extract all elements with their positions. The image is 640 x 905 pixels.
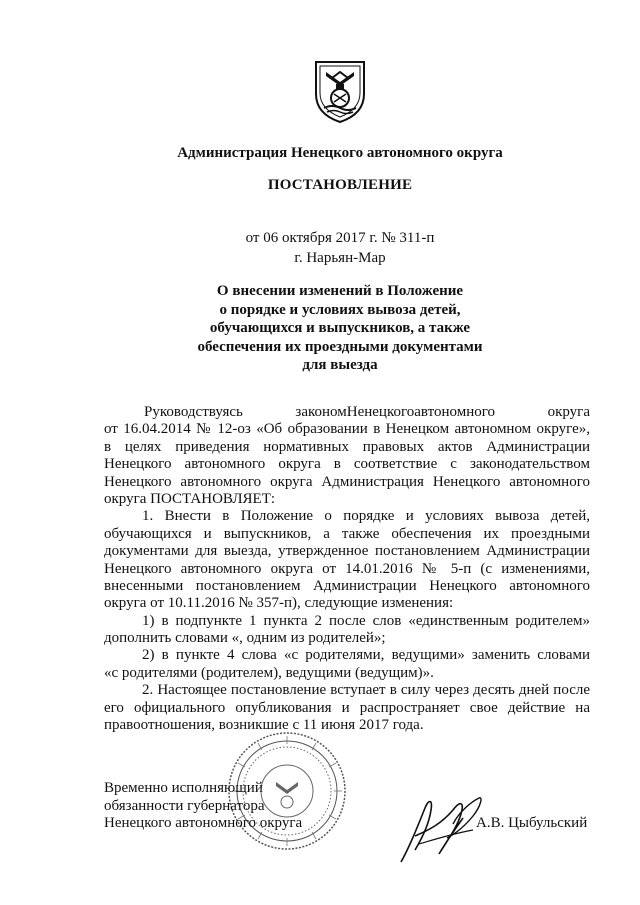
- body-line: его официального опубликования и распространяет свое действие на: [104, 699, 590, 716]
- body-line: Ненецкого автономного округа Администрация Ненецкого автономного: [104, 473, 590, 490]
- city: г. Нарьян-Мар: [294, 250, 386, 266]
- body-line: 2. Настоящее постановление вступает в силу через десять дней после: [142, 682, 590, 699]
- title-line: о порядке и условиях вывоза детей,: [219, 301, 461, 318]
- signatory-position-line: Временно исполняющий: [104, 780, 263, 796]
- organization-name: Администрация Ненецкого автономного округа: [177, 145, 503, 161]
- coat-of-arms-icon: [312, 58, 368, 124]
- body-line: 1. Внести в Положение о порядке и условиях вывоза детей,: [142, 508, 590, 525]
- title-line: для выезда: [302, 357, 378, 373]
- signatory-position-line: обязанности губернатора: [104, 797, 265, 814]
- body-line: обучающихся и выпускников, а также обеспечения их проездными: [104, 525, 590, 542]
- body-line: дополнить словами «, одним из родителей»;: [104, 630, 386, 647]
- body-line: от 16.04.2014 № 12-оз «Об образовании в Ненецком автономном округе»,: [104, 421, 590, 438]
- body-line: 2) в пункте 4 слова «с родителями, ведущими» заменить словами: [142, 647, 590, 664]
- signatory-name: А.В. Цыбульский: [476, 815, 588, 831]
- body-line: Руководствуясь закономНенецкогоавтономного округа: [144, 404, 590, 420]
- document-body: [104, 404, 590, 734]
- title-line: обучающихся и выпускников, а также: [209, 320, 471, 336]
- document-type: ПОСТАНОВЛЕНИЕ: [267, 177, 413, 193]
- body-line: внесенными постановлением Администрации Ненецкого автономного: [104, 577, 590, 594]
- date-number: от 06 октября 2017 г. № 311-п: [245, 230, 435, 246]
- body-line: Ненецкого автономного округа в соответствие с законодательством: [104, 456, 590, 473]
- document-title: [80, 282, 600, 375]
- body-line: Ненецкого автономного округа от 14.01.2016 № 5-п (с изменениями,: [104, 560, 590, 577]
- body-line: округа от 10.11.2016 № 357-п), следующие изменения:: [104, 595, 454, 612]
- body-line: «с родителями (родителем), ведущими (ведущим)».: [104, 664, 434, 681]
- body-line: 1) в подпункте 1 пункта 2 после слов «единственным родителем»: [142, 612, 590, 629]
- signatory-position-line: Ненецкого автономного округа: [104, 815, 303, 831]
- body-line: правоотношения, возникшие с 11 июня 2017 года.: [104, 717, 424, 734]
- title-line: обеспечения их проездными документами: [197, 338, 483, 355]
- title-line: О внесении изменений в Положение: [216, 283, 464, 299]
- handwritten-signature-icon: [395, 788, 487, 868]
- body-line: в целях приведения нормативных правовых актов Администрации: [104, 438, 590, 455]
- body-line: документами для выезда, утвержденное постановлением Администрации: [104, 543, 590, 560]
- signatory-position: [104, 780, 302, 833]
- body-line: округа ПОСТАНОВЛЯЕТ:: [104, 490, 276, 507]
